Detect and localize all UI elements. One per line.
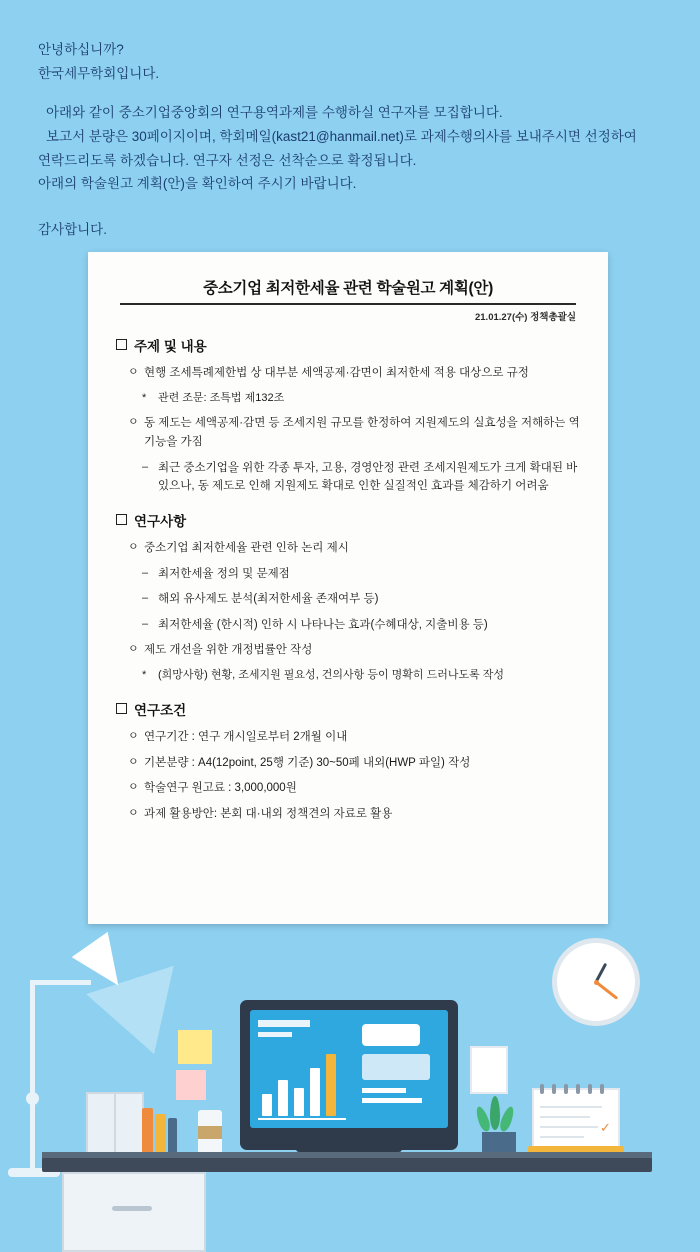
plan-document bbox=[88, 252, 608, 924]
list-item-text: 중소기업 최저한세율 관련 인하 논리 제시 bbox=[144, 541, 349, 554]
notepad-ring bbox=[540, 1084, 544, 1094]
list-item bbox=[114, 390, 582, 408]
list-item bbox=[114, 616, 582, 635]
list-item bbox=[114, 414, 582, 451]
list-item-text: (희망사항) 현황, 조세지원 필요성, 건의사항 등이 명확히 드러나도록 작성 bbox=[158, 669, 505, 682]
notepad-line bbox=[540, 1136, 584, 1138]
list-item bbox=[114, 667, 582, 685]
screen-line bbox=[362, 1098, 422, 1103]
screen-chart-bar bbox=[294, 1088, 304, 1116]
receipt-note bbox=[470, 1046, 508, 1094]
clock-hour-hand bbox=[595, 963, 608, 983]
bullet-marker: ㅇ bbox=[128, 806, 139, 819]
bullet-marker: – bbox=[142, 617, 149, 630]
intro-line-2: 보고서 분량은 30페이지이며, 학회메일(kast21@hanmail.net)로 과제수행의사를 보내주시면 선정하여 bbox=[46, 128, 637, 144]
section-items bbox=[114, 364, 582, 496]
checkbox-square-icon bbox=[116, 514, 127, 525]
section-items bbox=[114, 539, 582, 685]
document-section bbox=[114, 335, 582, 496]
notepad-ring bbox=[564, 1084, 568, 1094]
book bbox=[142, 1108, 153, 1158]
list-item-text: 학술연구 원고료 : 3,000,000원 bbox=[144, 782, 297, 795]
section-heading-wrap bbox=[116, 699, 582, 719]
list-item-text: 과제 활용방안: 본회 대·내외 정책견의 자료로 활용 bbox=[144, 807, 393, 820]
bullet-marker: ㅇ bbox=[128, 643, 139, 656]
list-item bbox=[114, 728, 582, 747]
bullet-marker: – bbox=[142, 592, 149, 605]
intro-line-4: 아래의 학술원고 계획(안)을 확인하여 주시기 바랍니다. bbox=[38, 176, 357, 192]
screen-panel bbox=[362, 1054, 430, 1080]
screen-chat-bubble bbox=[362, 1024, 420, 1046]
list-item-text: 최저한세율 정의 및 문제점 bbox=[158, 567, 290, 580]
monitor-stand-base bbox=[296, 1142, 402, 1152]
intro-message bbox=[38, 38, 668, 241]
list-item-text: 현행 조세특례제한법 상 대부분 세액공제·감면이 최저한세 적용 대상으로 규정 bbox=[144, 367, 529, 379]
list-item-text: 동 제도는 세액공제·감면 등 조세지원 규모를 한정하여 지원제도의 실효성을 저해하는 역기능을 가짐 bbox=[144, 417, 580, 449]
lamp-joint bbox=[26, 1092, 39, 1105]
checkbox-square-icon bbox=[116, 703, 127, 714]
list-item-text: 최저한세율 (한시적) 인하 시 나타나는 효과(수혜대상, 지출비용 등) bbox=[158, 618, 488, 631]
monitor-screen bbox=[250, 1010, 448, 1128]
list-item bbox=[114, 805, 582, 824]
section-heading-wrap bbox=[116, 510, 582, 530]
plant-leaf bbox=[490, 1096, 500, 1130]
list-item-text: 연구기간 : 연구 개시일로부터 2개월 이내 bbox=[144, 730, 348, 743]
list-item-text: 해외 유사제도 분석(최저한세율 존재여부 등) bbox=[158, 593, 379, 606]
clock-minute-hand bbox=[595, 981, 618, 1000]
intro-line-1: 아래와 같이 중소기업중앙회의 연구용역과제를 수행하실 연구자를 모집합니다. bbox=[46, 105, 503, 121]
bullet-marker: ㅇ bbox=[128, 781, 139, 794]
intro-org: 한국세무학회입니다. bbox=[38, 65, 160, 81]
drawer-handle bbox=[112, 1206, 152, 1211]
document-title: 중소기업 최저한세율 관련 학술원고 계획(안) bbox=[203, 280, 493, 297]
list-item bbox=[114, 539, 582, 558]
screen-chart-bar bbox=[310, 1068, 320, 1116]
section-heading: 연구조건 bbox=[134, 702, 187, 718]
screen-chart-bar-highlight bbox=[326, 1054, 336, 1116]
notepad-ring bbox=[600, 1084, 604, 1094]
bullet-marker: ㅇ bbox=[128, 416, 139, 429]
notepad-line bbox=[540, 1116, 590, 1118]
list-item bbox=[114, 590, 582, 609]
section-heading: 연구사항 bbox=[134, 513, 187, 529]
bullet-marker: ㅇ bbox=[128, 366, 139, 378]
section-heading: 주제 및 내용 bbox=[134, 339, 207, 354]
bullet-marker: – bbox=[142, 460, 149, 473]
list-item-text: 기본분량 : A4(12point, 25행 기준) 30~50페 내외(HWP 파일) 작성 bbox=[144, 756, 471, 769]
notepad-ring bbox=[588, 1084, 592, 1094]
section-items bbox=[114, 728, 582, 824]
screen-chart-bar bbox=[278, 1080, 288, 1116]
checkbox-square-icon bbox=[116, 339, 127, 350]
list-item bbox=[114, 641, 582, 660]
list-item-text: 관련 조문: 조특법 제132조 bbox=[158, 391, 285, 404]
bullet-marker: * bbox=[142, 669, 147, 682]
intro-greeting: 안녕하십니까? bbox=[38, 42, 124, 57]
bullet-marker: – bbox=[142, 566, 149, 579]
desk-drawer bbox=[62, 1172, 206, 1252]
section-heading-wrap bbox=[116, 335, 582, 355]
notepad-line bbox=[540, 1126, 598, 1128]
screen-line bbox=[258, 1032, 292, 1037]
desk-edge bbox=[42, 1158, 652, 1172]
monitor-stand bbox=[320, 1132, 378, 1142]
list-item-text: 최근 중소기업을 위한 각종 투자, 고용, 경영안정 관련 조세지원제도가 크게 확대된 바 있으나, 동 제도로 인해 지원제도 확대로 인한 실질적인 효과를 체감하기 어려움 bbox=[158, 461, 578, 493]
lamp-pole bbox=[30, 980, 35, 1170]
coffee-cup-sleeve bbox=[198, 1126, 222, 1139]
screen-axis bbox=[258, 1118, 346, 1120]
list-item bbox=[114, 364, 582, 383]
bullet-marker: ㅇ bbox=[128, 755, 139, 768]
notepad-ring bbox=[552, 1084, 556, 1094]
intro-line-3: 연락드리도록 하겠습니다. 연구자 선정은 선착순으로 확정됩니다. bbox=[38, 152, 417, 168]
plant-leaf bbox=[498, 1105, 516, 1133]
list-item bbox=[114, 459, 582, 496]
wall-clock-icon bbox=[552, 938, 640, 1026]
notepad-ring bbox=[576, 1084, 580, 1094]
sticky-note bbox=[178, 1030, 212, 1064]
desk-illustration bbox=[0, 920, 700, 1248]
sticky-note bbox=[176, 1070, 206, 1100]
list-item bbox=[114, 779, 582, 798]
screen-line bbox=[258, 1020, 310, 1027]
check-icon: ✓ bbox=[600, 1120, 611, 1135]
spacer bbox=[38, 85, 668, 101]
intro-thanks: 감사합니다. bbox=[38, 221, 107, 237]
screen-chart-bar bbox=[262, 1094, 272, 1116]
list-item bbox=[114, 754, 582, 773]
lamp-arm bbox=[33, 980, 91, 985]
document-section bbox=[114, 699, 582, 824]
list-item bbox=[114, 565, 582, 584]
screen-line bbox=[362, 1088, 406, 1093]
list-item-text: 제도 개선을 위한 개정법률안 작성 bbox=[144, 644, 313, 657]
bullet-marker: ㅇ bbox=[128, 729, 139, 742]
bullet-marker: * bbox=[142, 391, 147, 404]
document-section bbox=[114, 510, 582, 685]
document-date: 21.01.27(수) 정책총괄실 bbox=[474, 312, 576, 323]
bullet-marker: ㅇ bbox=[128, 540, 139, 553]
document-title-wrap bbox=[120, 276, 576, 305]
notepad-line bbox=[540, 1106, 602, 1108]
